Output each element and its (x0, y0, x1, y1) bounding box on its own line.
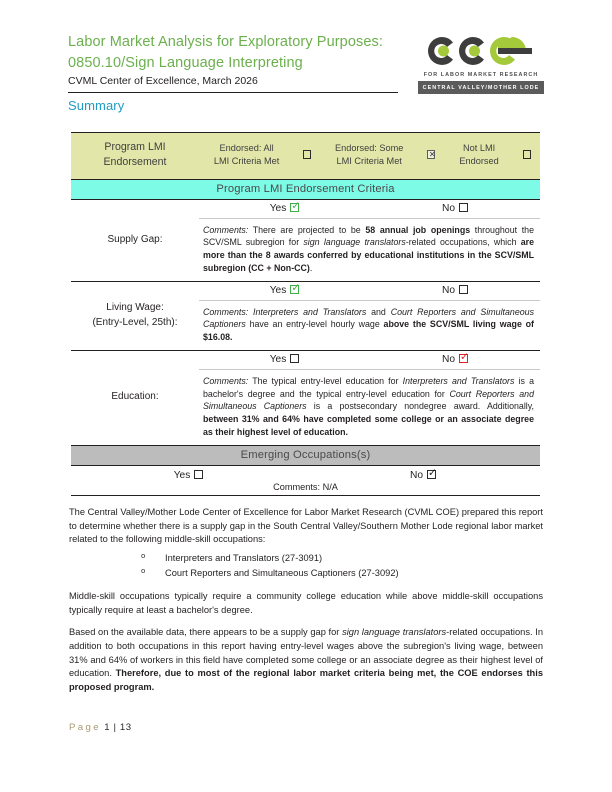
coe-wordmark-icon (418, 35, 544, 67)
list-item (69, 566, 543, 581)
criteria-label-education (71, 350, 199, 445)
no-checkbox-education[interactable] (459, 350, 469, 363)
no-checkbox-emerging[interactable] (427, 466, 437, 479)
comment-supply-gap: Comments: There are projected to be 58 annual job openings throughout the SCV/SML subregion for sign language translators-related occupations, which are more than the 8 awards conferred by educational institutions in the SCV/SML subregion (CC + Non-CC). (203, 224, 535, 273)
occupation-list (69, 551, 543, 581)
footer-page-number: 1 | 13 (101, 722, 132, 733)
criteria-label-living-wage (71, 281, 199, 350)
logo-region-bar: CENTRAL VALLEY/MOTHER LODE (418, 81, 544, 94)
endorsement-checkbox-not-cell[interactable] (514, 133, 540, 180)
lmi-endorsement-table (71, 132, 540, 496)
yes-label-supply-gap: Yes (269, 202, 287, 214)
yes-no-bar-education (199, 351, 540, 370)
endorsement-option-all-line-1: Endorsed: All (219, 143, 274, 154)
no-label-supply-gap: No (441, 202, 456, 214)
list-item (69, 551, 543, 566)
footer-page-word: Page (69, 722, 102, 733)
no-checkbox-living-wage[interactable] (459, 285, 468, 294)
x-mark-icon: ✕ (428, 149, 436, 159)
no-checkbox-supply-gap[interactable] (459, 203, 468, 212)
no-option-education[interactable] (370, 350, 541, 365)
title-block (68, 33, 398, 113)
endorsement-option-not (444, 133, 514, 180)
criteria-label-living-wage-line-2: (Entry-Level, 25th): (92, 316, 178, 328)
endorsement-option-not-line-2: Endorsed (459, 156, 499, 167)
criteria-band-row (71, 179, 540, 199)
page-footer (69, 722, 132, 733)
criteria-content-living-wage (199, 281, 540, 350)
yes-checkbox-supply-gap[interactable] (290, 199, 301, 212)
yes-option-supply-gap[interactable] (199, 199, 370, 214)
endorsement-option-not-line-1: Not LMI (463, 143, 496, 154)
check-mark-icon: ✓ (291, 199, 301, 212)
endorsement-option-some-line-1: Endorsed: Some (334, 143, 404, 154)
criteria-label-living-wage-line-1: Living Wage: (106, 302, 164, 314)
emerging-content (71, 465, 540, 495)
comment-emerging: Comments: N/A (273, 481, 338, 492)
comment-living-wage: Comments: Interpreters and Translators and Court Reporters and Simultaneous Captioners have an entry-level hourly wage above the SCV/SML living wage of $16.08. (203, 306, 535, 343)
yes-label-living-wage: Yes (269, 284, 287, 296)
endorsement-option-all-line-2: LMI Criteria Met (213, 156, 280, 167)
criteria-label-supply-gap (71, 199, 199, 281)
check-mark-icon: ✓ (428, 466, 437, 479)
no-option-living-wage[interactable] (370, 285, 541, 296)
criteria-row-supply-gap (71, 199, 540, 281)
logo-tagline: FOR LABOR MARKET RESEARCH (423, 72, 539, 78)
no-option-emerging[interactable] (306, 466, 541, 481)
summary-body (69, 506, 543, 704)
endorsement-checkbox-not[interactable] (523, 150, 532, 159)
body-paragraph-2: Middle-skill occupations typically require a community college education while above middle-skill occupations typically require at least a bachelor's degree. (69, 591, 543, 615)
comment-education: Comments: The typical entry-level education for Interpreters and Translators is a bachelor's degree and the typical entry-level education for Court Reporters and Simultaneous Captioners is a postsecondary nondegree award. Additionally, between 31% and 64% have completed some college or an associate degree as their highest level of education. (203, 375, 534, 437)
criteria-label-supply-gap-line-1: Supply Gap: (107, 233, 163, 245)
no-label-emerging: No (409, 469, 424, 481)
coe-logo (418, 33, 544, 94)
yes-no-bar-living-wage (199, 282, 540, 301)
yes-checkbox-emerging[interactable] (194, 470, 203, 479)
body-paragraph-1: The Central Valley/Mother Lode Center of Excellence for Labor Market Research (CVML COE) prepared this report to determine whether there is a supply gap in the South Central Valley/Southern Mother Lode regional labor market related to the following middle-skill occupations: (69, 507, 543, 545)
yes-option-living-wage[interactable] (199, 281, 370, 296)
yes-checkbox-education[interactable] (290, 354, 299, 363)
yes-no-bar-supply-gap (199, 200, 540, 219)
yes-label-education: Yes (269, 353, 287, 365)
endorsement-checkbox-some[interactable] (427, 150, 436, 159)
yes-checkbox-living-wage[interactable] (290, 281, 301, 294)
criteria-row-education (71, 350, 540, 445)
yes-no-bar-emerging (71, 466, 540, 482)
no-label-living-wage: No (441, 284, 456, 296)
endorsement-option-some (320, 133, 418, 180)
criteria-row-living-wage (71, 281, 540, 350)
body-paragraph-3: Based on the available data, there appears to be a supply gap for sign language translators-related occupations. In addition to both occupations in this report having entry-level wages above the subregion's living wage, between 31% and 64% of workers in this field have completed some college or an associate degree as their highest level of education. Therefore, due to most of the regional labor market criteria being met, the COE endorses this proposed program. (69, 627, 543, 692)
report-title-line-2: 0850.10/Sign Language Interpreting (68, 54, 303, 71)
report-subtitle: CVML Center of Excellence, March 2026 (68, 74, 258, 87)
list-item-label: Interpreters and Translators (27-3091) (165, 552, 323, 563)
endorsement-option-all (199, 133, 294, 180)
check-mark-icon: ✓ (460, 350, 469, 363)
criteria-content-education (199, 350, 540, 445)
endorsement-label-line-1: Program LMI (104, 141, 166, 153)
endorsement-checkbox-all[interactable] (303, 150, 312, 159)
endorsement-label-line-2: Endorsement (103, 156, 167, 169)
emerging-row (71, 465, 540, 495)
endorsement-row-label (71, 133, 199, 180)
bullet-circle-icon: o (141, 551, 146, 560)
report-title-line-1: Labor Market Analysis for Exploratory Purposes: (68, 34, 383, 50)
no-option-supply-gap[interactable] (370, 203, 541, 214)
criteria-content-supply-gap (199, 199, 540, 281)
yes-option-emerging[interactable] (71, 470, 306, 481)
emerging-band-label: Emerging Occupations(s) (71, 445, 540, 465)
document-header (68, 33, 544, 113)
criteria-band-label: Program LMI Endorsement Criteria (71, 179, 540, 199)
emerging-band-row (71, 445, 540, 465)
endorsement-header-row (71, 133, 540, 180)
endorsement-option-some-line-2: LMI Criteria Met (336, 156, 402, 167)
yes-option-education[interactable] (199, 354, 370, 365)
check-mark-icon: ✓ (291, 281, 301, 294)
page-title: Summary (68, 98, 125, 114)
endorsement-checkbox-all-cell[interactable] (294, 133, 320, 180)
criteria-label-education-line-1: Education: (111, 391, 159, 403)
endorsement-checkbox-some-cell[interactable] (418, 133, 444, 180)
no-label-education: No (441, 353, 456, 365)
list-item-label: Court Reporters and Simultaneous Captioners (27-3092) (165, 568, 399, 579)
bullet-circle-icon: o (141, 567, 146, 576)
yes-label-emerging: Yes (173, 469, 191, 481)
header-divider (68, 92, 398, 93)
